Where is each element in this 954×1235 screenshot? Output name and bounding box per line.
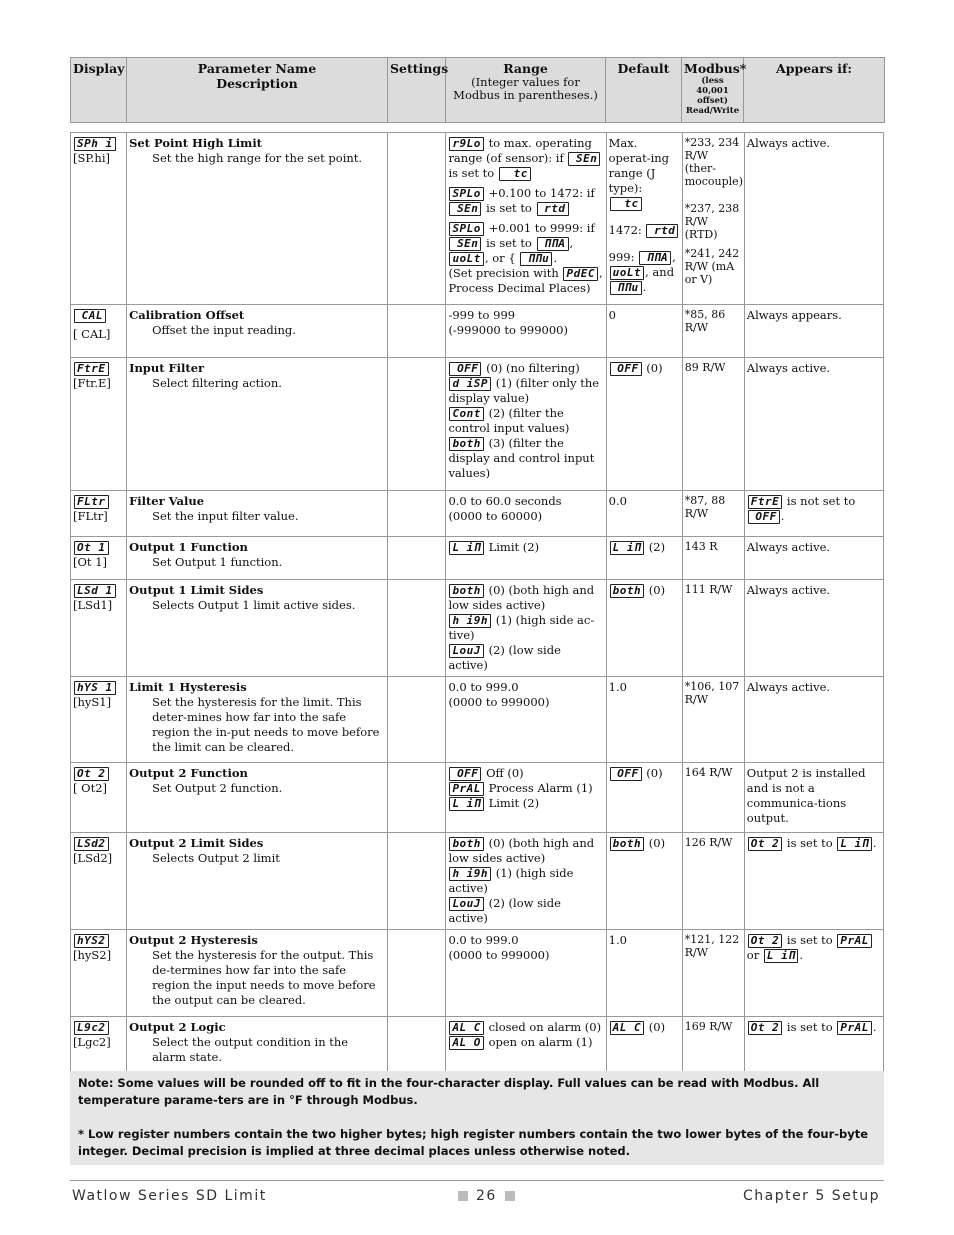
range-text: (0000 to 999000) bbox=[448, 695, 550, 709]
param-name: Output 2 Logic bbox=[129, 1020, 226, 1034]
param-desc: Set Output 1 function. bbox=[152, 555, 283, 569]
modbus-cell: *121, 122 R/W bbox=[682, 930, 744, 1017]
lcd-code: both bbox=[610, 837, 645, 851]
default-cell bbox=[606, 763, 682, 833]
settings-cell[interactable] bbox=[388, 133, 446, 305]
display-cell bbox=[71, 358, 127, 491]
lcd-code: L iΠ bbox=[449, 541, 484, 555]
appears-cell bbox=[744, 833, 883, 930]
lcd-code: OFF bbox=[449, 362, 481, 376]
default-text: (0) bbox=[648, 1020, 666, 1034]
range-text: Off (0) bbox=[486, 766, 524, 780]
param-code: [ Ot2] bbox=[73, 781, 107, 795]
param-code: [LSd2] bbox=[73, 851, 113, 865]
lcd-code: L iΠ bbox=[837, 837, 872, 851]
param-name: Calibration Offset bbox=[129, 308, 245, 322]
lcd-code: rtd bbox=[646, 224, 678, 238]
lcd-code: Cont bbox=[449, 407, 484, 421]
range-cell bbox=[446, 133, 606, 305]
modbus-text: *241, 242 R/W (mA or V) bbox=[684, 247, 740, 286]
default-cell bbox=[606, 133, 682, 305]
footer-chapter: Chapter 5 Setup bbox=[742, 1188, 880, 1204]
range-text: . bbox=[553, 251, 557, 265]
lcd-code: LSd 1 bbox=[74, 584, 116, 598]
header-display: Display bbox=[71, 58, 127, 123]
lcd-code: L iΠ bbox=[764, 949, 799, 963]
modbus-cell: 169 R/W bbox=[682, 1017, 744, 1085]
lcd-code: AL C bbox=[610, 1021, 645, 1035]
lcd-code: h i9h bbox=[449, 614, 491, 628]
header-modbus-offset: (less 40,001 offset) bbox=[696, 76, 729, 106]
param-desc: Offset the input reading. bbox=[152, 323, 296, 337]
lcd-code: OFF bbox=[748, 510, 780, 524]
param-code: [Ot 1] bbox=[73, 555, 107, 569]
range-text: (-999000 to 999000) bbox=[448, 323, 568, 337]
default-text: (0) bbox=[646, 361, 663, 375]
param-cell bbox=[127, 677, 388, 763]
lcd-code: Ot 2 bbox=[748, 934, 783, 948]
range-text: (1) (high side ac-tive) bbox=[448, 613, 595, 642]
lcd-code: CAL bbox=[74, 309, 106, 323]
lcd-code: ΠΠA bbox=[537, 237, 569, 251]
default-cell: 0.0 bbox=[606, 491, 682, 537]
lcd-code: Ot 2 bbox=[74, 767, 109, 781]
range-cell bbox=[446, 537, 606, 580]
lcd-code: FLtr bbox=[74, 495, 109, 509]
page-number bbox=[450, 1188, 523, 1204]
settings-cell[interactable] bbox=[388, 763, 446, 833]
table-row bbox=[71, 833, 884, 930]
settings-cell[interactable] bbox=[388, 358, 446, 491]
lcd-code: PrAL bbox=[449, 782, 484, 796]
range-text: (2) (low side active) bbox=[448, 643, 561, 672]
header-range-sub: (Integer values for Modbus in parentheses.) bbox=[453, 75, 598, 102]
appears-cell: Always active. bbox=[744, 580, 883, 677]
appears-text: is set to bbox=[786, 836, 833, 850]
appears-text: or bbox=[746, 948, 760, 962]
lcd-code: SPh i bbox=[74, 137, 116, 151]
modbus-cell: 89 R/W bbox=[682, 358, 744, 491]
modbus-text: *233, 234 R/W (ther-mocouple) bbox=[684, 136, 743, 188]
table-row bbox=[71, 133, 884, 305]
settings-cell[interactable] bbox=[388, 580, 446, 677]
settings-cell[interactable] bbox=[388, 930, 446, 1017]
default-cell: 1.0 bbox=[606, 930, 682, 1017]
param-cell bbox=[127, 580, 388, 677]
param-name: Output 1 Function bbox=[129, 540, 248, 554]
param-desc: Select filtering action. bbox=[152, 376, 282, 390]
param-cell bbox=[127, 537, 388, 580]
modbus-cell: 143 R bbox=[682, 537, 744, 580]
range-text: , bbox=[569, 236, 574, 250]
default-text: . bbox=[642, 280, 647, 294]
default-cell bbox=[606, 358, 682, 491]
modbus-cell: 111 R/W bbox=[682, 580, 744, 677]
param-code: [hyS2] bbox=[73, 948, 112, 962]
range-text: -999 to 999 bbox=[448, 308, 516, 322]
default-text: (0) bbox=[646, 766, 663, 780]
display-cell bbox=[71, 133, 127, 305]
appears-cell: Always active. bbox=[744, 537, 883, 580]
param-cell bbox=[127, 358, 388, 491]
range-cell bbox=[446, 930, 606, 1017]
table-row bbox=[71, 358, 884, 491]
table-row bbox=[71, 930, 884, 1017]
param-desc: Selects Output 1 limit active sides. bbox=[152, 598, 356, 612]
modbus-cell: *87, 88 R/W bbox=[682, 491, 744, 537]
default-text: Max. operat-ing range (J type): bbox=[608, 136, 670, 195]
range-text: (1) (high side active) bbox=[448, 866, 574, 895]
header-appears: Appears if: bbox=[744, 58, 885, 123]
appears-text: is set to bbox=[786, 933, 833, 947]
param-code: [ CAL] bbox=[73, 327, 111, 341]
range-cell bbox=[446, 580, 606, 677]
range-text: (0) (both high and low sides active) bbox=[448, 583, 595, 612]
lcd-code: LouJ bbox=[449, 644, 484, 658]
default-cell: 1.0 bbox=[606, 677, 682, 763]
lcd-code: ΠΠA bbox=[639, 251, 671, 265]
lcd-code: LouJ bbox=[449, 897, 484, 911]
modbus-cell: *106, 107 R/W bbox=[682, 677, 744, 763]
display-cell bbox=[71, 537, 127, 580]
lcd-code: PrAL bbox=[837, 1021, 872, 1035]
lcd-code: AL O bbox=[449, 1036, 484, 1050]
param-name: Output 2 Limit Sides bbox=[129, 836, 264, 850]
lcd-code: SPLo bbox=[449, 222, 484, 236]
header-parameter bbox=[127, 58, 388, 123]
param-desc: Select the output condition in the alarm state. bbox=[152, 1035, 349, 1064]
range-text: +0.100 to 1472: if bbox=[488, 186, 595, 200]
range-text: is set to bbox=[486, 236, 532, 250]
default-cell bbox=[606, 537, 682, 580]
lcd-code: ΠΠu bbox=[520, 252, 552, 266]
square-icon bbox=[458, 1191, 468, 1201]
param-cell bbox=[127, 305, 388, 358]
footer-divider bbox=[70, 1180, 884, 1181]
default-cell bbox=[606, 833, 682, 930]
modbus-cell: *85, 86 R/W bbox=[682, 305, 744, 358]
display-cell bbox=[71, 677, 127, 763]
range-text: Limit (2) bbox=[488, 796, 540, 810]
lcd-code: tc bbox=[610, 197, 642, 211]
param-name: Filter Value bbox=[129, 494, 205, 508]
default-text: , bbox=[672, 250, 676, 264]
param-desc: Selects Output 2 limit bbox=[152, 851, 280, 865]
range-text: closed on alarm (0) bbox=[488, 1020, 602, 1034]
default-text: (0) bbox=[648, 583, 666, 597]
appears-cell bbox=[744, 930, 883, 1017]
param-desc: Set the high range for the set point. bbox=[152, 151, 363, 165]
param-code: [Lgc2] bbox=[73, 1035, 111, 1049]
range-text: (0000 to 999000) bbox=[448, 948, 550, 962]
settings-cell[interactable] bbox=[388, 305, 446, 358]
param-name: Output 2 Function bbox=[129, 766, 248, 780]
param-code: [hyS1] bbox=[73, 695, 112, 709]
default-text: 1472: bbox=[608, 223, 642, 237]
range-cell bbox=[446, 491, 606, 537]
appears-cell: Always active. bbox=[744, 133, 883, 305]
parameter-table-header bbox=[70, 57, 885, 123]
settings-cell[interactable] bbox=[388, 491, 446, 537]
lcd-code: both bbox=[449, 837, 484, 851]
lcd-code: SEn bbox=[449, 202, 481, 216]
page-number-text: 26 bbox=[476, 1188, 497, 1204]
range-text: (2) (low side active) bbox=[448, 896, 561, 925]
param-desc: Set Output 2 function. bbox=[152, 781, 283, 795]
appears-cell: Always active. bbox=[744, 677, 883, 763]
lcd-code: both bbox=[449, 437, 484, 451]
lcd-code: uoLt bbox=[449, 252, 484, 266]
lcd-code: rtd bbox=[537, 202, 569, 216]
lcd-code: SEn bbox=[568, 152, 600, 166]
param-code: [Ftr.E] bbox=[73, 376, 111, 390]
lcd-code: FtrE bbox=[748, 495, 783, 509]
lcd-code: L9c2 bbox=[74, 1021, 109, 1035]
modbus-text: *237, 238 R/W (RTD) bbox=[684, 202, 740, 241]
lcd-code: d iSP bbox=[449, 377, 491, 391]
lcd-code: both bbox=[610, 584, 645, 598]
param-name: Set Point High Limit bbox=[129, 136, 262, 150]
settings-cell[interactable] bbox=[388, 833, 446, 930]
settings-cell[interactable] bbox=[388, 677, 446, 763]
display-cell bbox=[71, 930, 127, 1017]
default-text: (0) bbox=[648, 836, 666, 850]
param-name: Limit 1 Hysteresis bbox=[129, 680, 247, 694]
modbus-cell bbox=[682, 133, 744, 305]
lcd-code: SPLo bbox=[449, 187, 484, 201]
table-row bbox=[71, 305, 884, 358]
table-row bbox=[71, 763, 884, 833]
display-cell bbox=[71, 305, 127, 358]
param-name: Output 1 Limit Sides bbox=[129, 583, 264, 597]
lcd-code: L iΠ bbox=[449, 797, 484, 811]
footer-product: Watlow Series SD Limit bbox=[72, 1188, 267, 1204]
lcd-code: hYS 1 bbox=[74, 681, 116, 695]
range-text: to max. operating range (of sensor): if bbox=[448, 136, 592, 165]
range-cell bbox=[446, 763, 606, 833]
lcd-code: PdEC bbox=[563, 267, 598, 281]
param-name: Input Filter bbox=[129, 361, 205, 375]
param-name: Output 2 Hysteresis bbox=[129, 933, 258, 947]
param-code: [FLtr] bbox=[73, 509, 108, 523]
range-text: 0.0 to 999.0 bbox=[448, 680, 519, 694]
table-row bbox=[71, 677, 884, 763]
range-text: is set to bbox=[486, 201, 532, 215]
header-param-desc: Description bbox=[216, 76, 298, 91]
square-icon bbox=[505, 1191, 515, 1201]
default-text: (2) bbox=[648, 540, 666, 554]
param-cell bbox=[127, 763, 388, 833]
appears-text: is not set to bbox=[786, 494, 856, 508]
range-text: , or { bbox=[484, 251, 516, 265]
range-text: 0.0 to 60.0 seconds bbox=[448, 494, 562, 508]
modbus-cell: 126 R/W bbox=[682, 833, 744, 930]
appears-cell: Always active. bbox=[744, 358, 883, 491]
param-code: [SP.hi] bbox=[73, 151, 110, 165]
lcd-code: FtrE bbox=[74, 362, 109, 376]
appears-cell: Always appears. bbox=[744, 305, 883, 358]
range-text: open on alarm (1) bbox=[488, 1035, 593, 1049]
lcd-code: uoLt bbox=[610, 266, 645, 280]
header-range-title: Range bbox=[503, 61, 548, 76]
lcd-code: Ot 2 bbox=[748, 837, 783, 851]
parameter-table bbox=[70, 132, 884, 1085]
appears-text: . bbox=[799, 948, 803, 962]
range-text: , Process Decimal Places) bbox=[448, 266, 603, 295]
range-text: (Set precision with bbox=[448, 266, 559, 280]
default-text: , and bbox=[645, 265, 675, 279]
lcd-code: SEn bbox=[449, 237, 481, 251]
range-text: (0) (both high and low sides active) bbox=[448, 836, 595, 865]
lcd-code: LSd2 bbox=[74, 837, 109, 851]
display-cell bbox=[71, 580, 127, 677]
header-modbus bbox=[682, 58, 747, 123]
default-cell: 0 bbox=[606, 305, 682, 358]
display-cell bbox=[71, 833, 127, 930]
range-cell bbox=[446, 677, 606, 763]
lcd-code: r9Lo bbox=[449, 137, 484, 151]
default-cell bbox=[606, 580, 682, 677]
range-text: +0.001 to 9999: if bbox=[488, 221, 595, 235]
table-row bbox=[71, 580, 884, 677]
range-text: (0000 to 60000) bbox=[448, 509, 543, 523]
appears-cell: Output 2 is installed and is not a communica-tions output. bbox=[744, 763, 883, 833]
lcd-code: PrAL bbox=[837, 934, 872, 948]
lcd-code: ΠΠu bbox=[610, 281, 642, 295]
header-default: Default bbox=[606, 58, 682, 123]
lcd-code: h i9h bbox=[449, 867, 491, 881]
param-desc: Set the hysteresis for the output. This de-termines how far into the safe region the input needs to move before the output can be cleared. bbox=[152, 948, 376, 1007]
param-cell bbox=[127, 930, 388, 1017]
lcd-code: OFF bbox=[449, 767, 481, 781]
lcd-code: Ot 2 bbox=[748, 1021, 783, 1035]
lcd-code: both bbox=[449, 584, 484, 598]
header-modbus-rw: Read/Write bbox=[685, 106, 740, 116]
lcd-code: tc bbox=[499, 167, 531, 181]
range-text: Limit (2) bbox=[488, 540, 540, 554]
param-desc: Set the input filter value. bbox=[152, 509, 299, 523]
range-text: Process Alarm (1) bbox=[488, 781, 593, 795]
range-cell bbox=[446, 358, 606, 491]
param-code: [LSd1] bbox=[73, 598, 113, 612]
param-desc: Set the hysteresis for the limit. This deter-mines how far into the safe region the in-put needs to move before the limit can be cleared. bbox=[152, 695, 380, 754]
header-settings: Settings bbox=[388, 58, 446, 123]
note-box bbox=[70, 1071, 884, 1165]
footnote-text: * Low register numbers contain the two higher bytes; high register numbers contain the two lower bytes of the four-byte integer. Decimal precision is implied at three decimal places unless otherwise noted. bbox=[78, 1127, 869, 1158]
lcd-code: OFF bbox=[610, 767, 642, 781]
range-cell bbox=[446, 305, 606, 358]
note-text: Note: Some values will be rounded off to fit in the four-character display. Full values can be read with Modbus. All temperature parame-ters are in °F through Modbus. bbox=[78, 1076, 820, 1107]
range-text: 0.0 to 999.0 bbox=[448, 933, 519, 947]
range-cell bbox=[446, 833, 606, 930]
display-cell bbox=[71, 491, 127, 537]
modbus-cell: 164 R/W bbox=[682, 763, 744, 833]
header-range bbox=[446, 58, 606, 123]
header-param-name: Parameter Name bbox=[197, 61, 317, 76]
header-modbus-title: Modbus* bbox=[684, 61, 747, 76]
lcd-code: AL C bbox=[449, 1021, 484, 1035]
lcd-code: L iΠ bbox=[610, 541, 645, 555]
default-text: 999: bbox=[608, 250, 635, 264]
appears-text: is set to bbox=[786, 1020, 833, 1034]
param-cell bbox=[127, 491, 388, 537]
appears-text: . bbox=[872, 836, 877, 850]
display-cell bbox=[71, 763, 127, 833]
range-text: (3) (filter the display and control input values) bbox=[448, 436, 595, 480]
range-text: (2) (filter the control input values) bbox=[448, 406, 570, 435]
appears-text: . bbox=[780, 509, 785, 523]
appears-text: . bbox=[872, 1020, 877, 1034]
range-text: (1) (filter only the display value) bbox=[448, 376, 600, 405]
range-text: is set to bbox=[448, 166, 495, 180]
table-row bbox=[71, 491, 884, 537]
range-text: (0) (no filtering) bbox=[486, 361, 580, 375]
lcd-code: OFF bbox=[610, 362, 642, 376]
lcd-code: hYS2 bbox=[74, 934, 109, 948]
lcd-code: Ot 1 bbox=[74, 541, 109, 555]
param-cell bbox=[127, 133, 388, 305]
table-row bbox=[71, 537, 884, 580]
settings-cell[interactable] bbox=[388, 537, 446, 580]
appears-cell bbox=[744, 491, 883, 537]
param-cell bbox=[127, 833, 388, 930]
